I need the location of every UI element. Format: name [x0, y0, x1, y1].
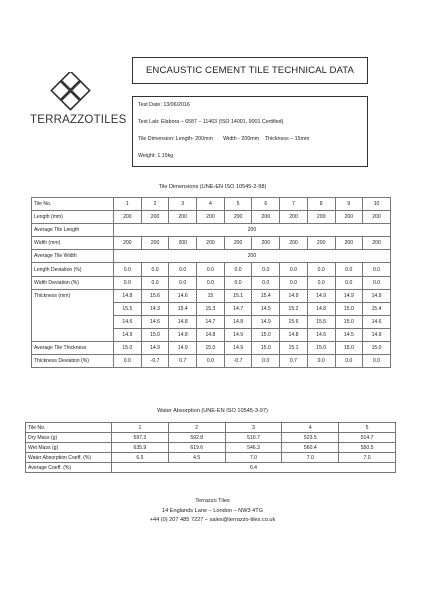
table-cell: 4 [282, 423, 339, 433]
table-cell: 7.0 [225, 453, 282, 463]
table-cell: 200 [141, 211, 169, 224]
table-cell: 6.4 [112, 463, 396, 473]
table-cell: 200 [307, 237, 335, 250]
row-label: Tile No. [26, 423, 112, 433]
table-cell: 14.6 [141, 315, 169, 328]
table-cell: 15 [197, 289, 225, 302]
table-cell: 0.0 [252, 276, 280, 289]
row-label: Width Deviation (%) [32, 276, 114, 289]
table-cell: 3 [225, 423, 282, 433]
table-cell: 14.8 [224, 315, 252, 328]
table-cell: 200 [280, 211, 308, 224]
table-cell: 14.9 [114, 328, 142, 341]
table-cell: 0.0 [197, 355, 225, 368]
table-cell: 14.8 [197, 328, 225, 341]
avg-width-row [32, 250, 391, 263]
footer-address: 14 Englands Lane – London – NW3 4TG [161, 507, 264, 514]
table-cell: 0.0 [307, 263, 335, 276]
table-cell: 15.2 [280, 302, 308, 315]
table-cell: 14.8 [114, 289, 142, 302]
table-cell: 0.0 [197, 263, 225, 276]
row-label: Dry Mass (g) [26, 433, 112, 443]
row-label: Average Tile Thickness [32, 342, 114, 355]
table-cell: 546.3 [225, 443, 282, 453]
row-label: Average Tile Width [32, 250, 114, 263]
table-cell: 14.5 [335, 328, 363, 341]
table-cell: 15.0 [363, 342, 391, 355]
table-cell: 14.8 [280, 328, 308, 341]
header-row [32, 198, 391, 211]
table-cell: 200 [169, 211, 197, 224]
table-cell: 0.7 [169, 355, 197, 368]
table-cell: 0.0 [280, 263, 308, 276]
table-cell: 14.3 [141, 302, 169, 315]
test-lab: Test Lab: Elabora – 6587 – 11463 (ISO 14001, 9001 Certified) [138, 119, 284, 125]
row-label: Thickness Deviation (%) [32, 355, 114, 368]
table-cell: 4.5 [168, 453, 225, 463]
table-cell: 597.3 [112, 433, 169, 443]
table-cell: 10 [363, 198, 391, 211]
wet-mass-row [26, 443, 396, 453]
water-section-title: Water Absorption (UNE-EN ISO 10545-3-97) [157, 408, 268, 414]
thickness-deviation-row [32, 355, 391, 368]
brand-name-part: TERRAZZO [30, 114, 94, 126]
table-cell: 14.8 [169, 315, 197, 328]
row-label: Water Absorption Coeff. (%) [26, 453, 112, 463]
length-deviation-row [32, 263, 391, 276]
table-cell: 200 [252, 211, 280, 224]
table-cell: 15.4 [169, 302, 197, 315]
table-cell: 200 [224, 237, 252, 250]
table-cell: 15.0 [335, 342, 363, 355]
table-cell: 200 [114, 237, 142, 250]
table-cell: 0.0 [252, 355, 280, 368]
table-cell: 5 [224, 198, 252, 211]
table-cell: 14.9 [363, 328, 391, 341]
table-cell: 15.0 [252, 328, 280, 341]
table-cell: 14.9 [141, 342, 169, 355]
dry-mass-row [26, 433, 396, 443]
water-absorption-table [25, 422, 396, 473]
table-cell: 200 [114, 250, 391, 263]
avg-thickness-row [32, 342, 391, 355]
test-info-box [132, 96, 368, 167]
table-cell: 1 [114, 198, 142, 211]
table-cell: 14.9 [224, 342, 252, 355]
tile-weight: Weight: 1.15kg [138, 153, 174, 159]
table-cell: 0.0 [363, 355, 391, 368]
table-cell: 0.7 [280, 355, 308, 368]
table-cell: 14.6 [114, 315, 142, 328]
row-label: Average Coeff. (%) [26, 463, 112, 473]
table-cell: 14.9 [169, 342, 197, 355]
table-cell: 15.5 [114, 302, 142, 315]
table-cell: 0.0 [224, 263, 252, 276]
table-cell: 200 [335, 237, 363, 250]
table-cell: 9 [335, 198, 363, 211]
table-cell: 200 [141, 237, 169, 250]
table-cell: 0.0 [335, 263, 363, 276]
table-cell: 3 [169, 198, 197, 211]
thickness-row [32, 289, 391, 302]
row-label: Length Deviation (%) [32, 263, 114, 276]
table-cell: 14.8 [307, 302, 335, 315]
table-cell: -0.7 [141, 355, 169, 368]
avg-length-row [32, 224, 391, 237]
test-date: Test Date: 13/06/2016 [138, 102, 190, 108]
table-cell: 0.0 [252, 263, 280, 276]
dimensions-section-title: Tile Dimensions (UNE-EN ISO 10545-2-98) [158, 184, 267, 190]
footer-company: Terrazzo Tiles [195, 498, 230, 504]
table-cell: 560.4 [282, 443, 339, 453]
table-cell: 0.0 [280, 276, 308, 289]
table-cell: 15.0 [114, 342, 142, 355]
table-cell: 14.9 [252, 315, 280, 328]
dimensions-table [31, 197, 391, 368]
table-cell: 15.1 [224, 289, 252, 302]
table-cell: 200 [169, 237, 197, 250]
width-row [32, 237, 391, 250]
table-cell: 15.0 [197, 342, 225, 355]
table-cell: 15.6 [141, 289, 169, 302]
table-cell: 15.4 [252, 289, 280, 302]
table-cell: 2 [168, 423, 225, 433]
table-cell: 14.8 [169, 328, 197, 341]
table-cell: 14.7 [224, 302, 252, 315]
table-cell: 14.9 [363, 289, 391, 302]
row-label: Average Tile Length [32, 224, 114, 237]
table-cell: 14.9 [335, 289, 363, 302]
table-cell: 2 [141, 198, 169, 211]
table-cell: 14.6 [363, 315, 391, 328]
table-cell: 15.6 [280, 315, 308, 328]
table-cell: 15.3 [197, 302, 225, 315]
table-cell: 510.7 [225, 433, 282, 443]
table-cell: 14.6 [307, 328, 335, 341]
table-cell: 15.5 [307, 315, 335, 328]
table-cell: 0.0 [141, 263, 169, 276]
table-cell: 14.7 [197, 315, 225, 328]
table-cell: 14.6 [169, 289, 197, 302]
table-cell: 14.5 [252, 302, 280, 315]
table-cell: 592.8 [168, 433, 225, 443]
diamond-logo-icon [50, 72, 94, 112]
table-cell: 0.0 [363, 276, 391, 289]
table-cell: 1 [112, 423, 169, 433]
table-cell: 200 [224, 211, 252, 224]
table-cell: 0.0 [169, 263, 197, 276]
width-deviation-row [32, 276, 391, 289]
table-cell: 0.0 [307, 355, 335, 368]
table-cell: 0.0 [335, 355, 363, 368]
row-label: Width (mm) [32, 237, 114, 250]
table-cell: 0.0 [197, 276, 225, 289]
row-label: Tile No. [32, 198, 114, 211]
table-cell: 200 [114, 211, 142, 224]
table-cell: 0.0 [169, 276, 197, 289]
table-cell: 200 [114, 224, 391, 237]
table-cell: 8 [307, 198, 335, 211]
table-cell: 550.5 [339, 443, 396, 453]
table-cell: 200 [280, 237, 308, 250]
footer [0, 497, 425, 526]
table-cell: 0.0 [114, 263, 142, 276]
table-cell: 0.0 [114, 355, 142, 368]
length-row [32, 211, 391, 224]
table-cell: 619.6 [168, 443, 225, 453]
brand-name [30, 114, 140, 126]
table-cell: 14.9 [280, 289, 308, 302]
table-cell: 0.0 [307, 276, 335, 289]
document-title: ENCAUSTIC CEMENT TILE TECHNICAL DATA [132, 57, 368, 84]
table-cell: 200 [363, 237, 391, 250]
table-cell: 514.7 [339, 433, 396, 443]
table-cell: -0.7 [224, 355, 252, 368]
tile-dimension: Tile Dimension: Length- 200mm Width - 200mm Thickness – 15mm [138, 136, 310, 142]
table-cell: 0.0 [114, 276, 142, 289]
table-cell: 15.0 [252, 342, 280, 355]
table-cell: 7.0 [282, 453, 339, 463]
table-cell: 15.0 [335, 302, 363, 315]
header-row [26, 423, 396, 433]
table-cell: 0.0 [335, 276, 363, 289]
brand-logo [30, 72, 130, 132]
table-cell: 7 [280, 198, 308, 211]
table-cell: 6.5 [112, 453, 169, 463]
table-cell: 200 [335, 211, 363, 224]
table-cell: 14.9 [307, 289, 335, 302]
table-cell: 15.4 [363, 302, 391, 315]
table-cell: 15.0 [335, 315, 363, 328]
absorption-coeff-row [26, 453, 396, 463]
average-coeff-row [26, 463, 396, 473]
table-cell: 0.0 [363, 263, 391, 276]
table-cell: 0.0 [224, 276, 252, 289]
table-cell: 4 [197, 198, 225, 211]
brand-name-part: TILES [93, 114, 127, 126]
table-cell: 200 [363, 211, 391, 224]
table-cell: 200 [252, 237, 280, 250]
table-cell: 15.0 [307, 342, 335, 355]
table-cell: 6 [252, 198, 280, 211]
table-cell: 200 [197, 237, 225, 250]
table-cell: 14.9 [224, 328, 252, 341]
table-cell: 200 [197, 211, 225, 224]
table-cell: 7.0 [339, 453, 396, 463]
table-cell: 15.0 [141, 328, 169, 341]
table-cell: 0.0 [141, 276, 169, 289]
table-cell: 523.5 [282, 433, 339, 443]
footer-contact: +44 (0) 207 485 7227 – sales@terrazzo-tiles.co.uk [149, 517, 276, 523]
row-label: Thickness (mm) [32, 289, 114, 341]
row-label: Wet Mass (g) [26, 443, 112, 453]
table-cell: 200 [307, 211, 335, 224]
table-cell: 5 [339, 423, 396, 433]
table-cell: 635.9 [112, 443, 169, 453]
table-cell: 15.1 [280, 342, 308, 355]
row-label: Length (mm) [32, 211, 114, 224]
